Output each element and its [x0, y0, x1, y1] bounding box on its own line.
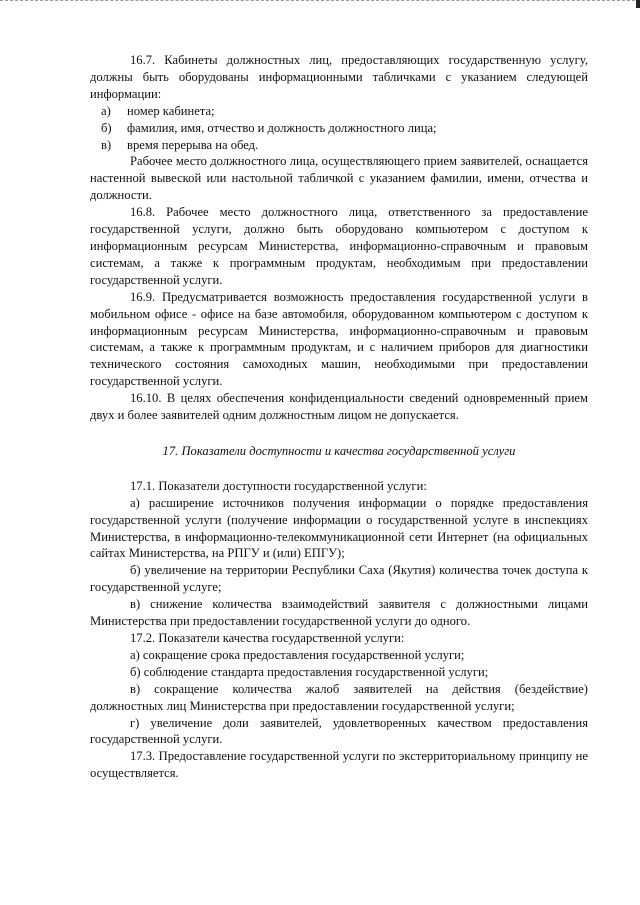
list-item-text: фамилия, имя, отчество и должность должностного лица;: [127, 120, 437, 135]
list-item: [90, 120, 588, 137]
paragraph: 17.2. Показатели качества государственной услуги:: [130, 631, 405, 645]
paragraph: 16.9. Предусматривается возможность предоставления государственной услуги в мобильном офисе - офисе на базе автомобиля, оборудованном компьютером с доступом к информационным ресурсам Министерства, информационно-справочным и правовым системам, а также к программным продуктам, и с наличием приборов для диагностики технического состояния самоходных машин, необходимыми при предоставлении государственной услуги.: [90, 289, 588, 389]
list-item: [90, 137, 588, 154]
scan-corner-mark: [636, 0, 640, 8]
document-page: [90, 52, 588, 782]
paragraph: 17.3. Предоставление государственной услуги по экстерриториальному принципу не осуществляется.: [90, 749, 588, 781]
paragraph: б) соблюдение стандарта предоставления государственной услуги;: [130, 664, 489, 679]
list-item-marker: в): [101, 137, 112, 152]
paragraph: 16.8. Рабочее место должностного лица, ответственного за предоставление государственной услуги, должно быть оборудовано компьютером с доступом к информационным ресурсам Министерства, информационно-справочным и правовым системам, а также к программным продуктам, необходимым при предоставлении государственной услуги.: [90, 205, 588, 287]
scan-top-edge: [0, 0, 640, 4]
list-item-text: номер кабинета;: [127, 103, 215, 118]
list-item: [90, 103, 588, 120]
paragraph: г) увеличение доли заявителей, удовлетворенных качеством предоставления государственной услуги.: [90, 715, 588, 747]
list-item-text: время перерыва на обед.: [127, 137, 259, 152]
paragraph: 16.7. Кабинеты должностных лиц, предоставляющих государственную услугу, должны быть оборудованы информационными табличками с указанием следующей информации:: [90, 53, 588, 101]
list-item-marker: б): [101, 120, 112, 135]
paragraph: а) сокращение срока предоставления государственной услуги;: [130, 647, 465, 662]
paragraph: 16.10. В целях обеспечения конфиденциальности сведений одновременный прием двух и более заявителей одним должностным лицом не допускается.: [90, 391, 588, 423]
paragraph: в) сокращение количества жалоб заявителей на действия (бездействие) должностных лиц Министерства при предоставлении государственной услуги;: [90, 681, 588, 713]
list-item-marker: а): [101, 103, 111, 118]
section-heading: 17. Показатели доступности и качества государственной услуги: [162, 443, 516, 458]
paragraph: а) расширение источников получения информации о порядке предоставления государственной услуги (получение информации о государственной услуге в инспекциях Министерства, в информационно-телекоммуникационной сети Интернет (на официальных сайтах Министерства, на РПГУ и (или) ЕПГУ);: [90, 495, 588, 561]
paragraph: 17.1. Показатели доступности государственной услуги:: [130, 478, 427, 493]
paragraph: б) увеличение на территории Республики Саха (Якутия) количества точек доступа к государственной услуге;: [90, 563, 588, 595]
paragraph: Рабочее место должностного лица, осуществляющего прием заявителей, оснащается настенной вывеской или настольной табличкой с указанием фамилии, имени, отчества и должности.: [90, 154, 588, 203]
paragraph: в) снижение количества взаимодействий заявителя с должностными лицами Министерства при предоставлении государственной услуги до одного.: [90, 597, 588, 629]
